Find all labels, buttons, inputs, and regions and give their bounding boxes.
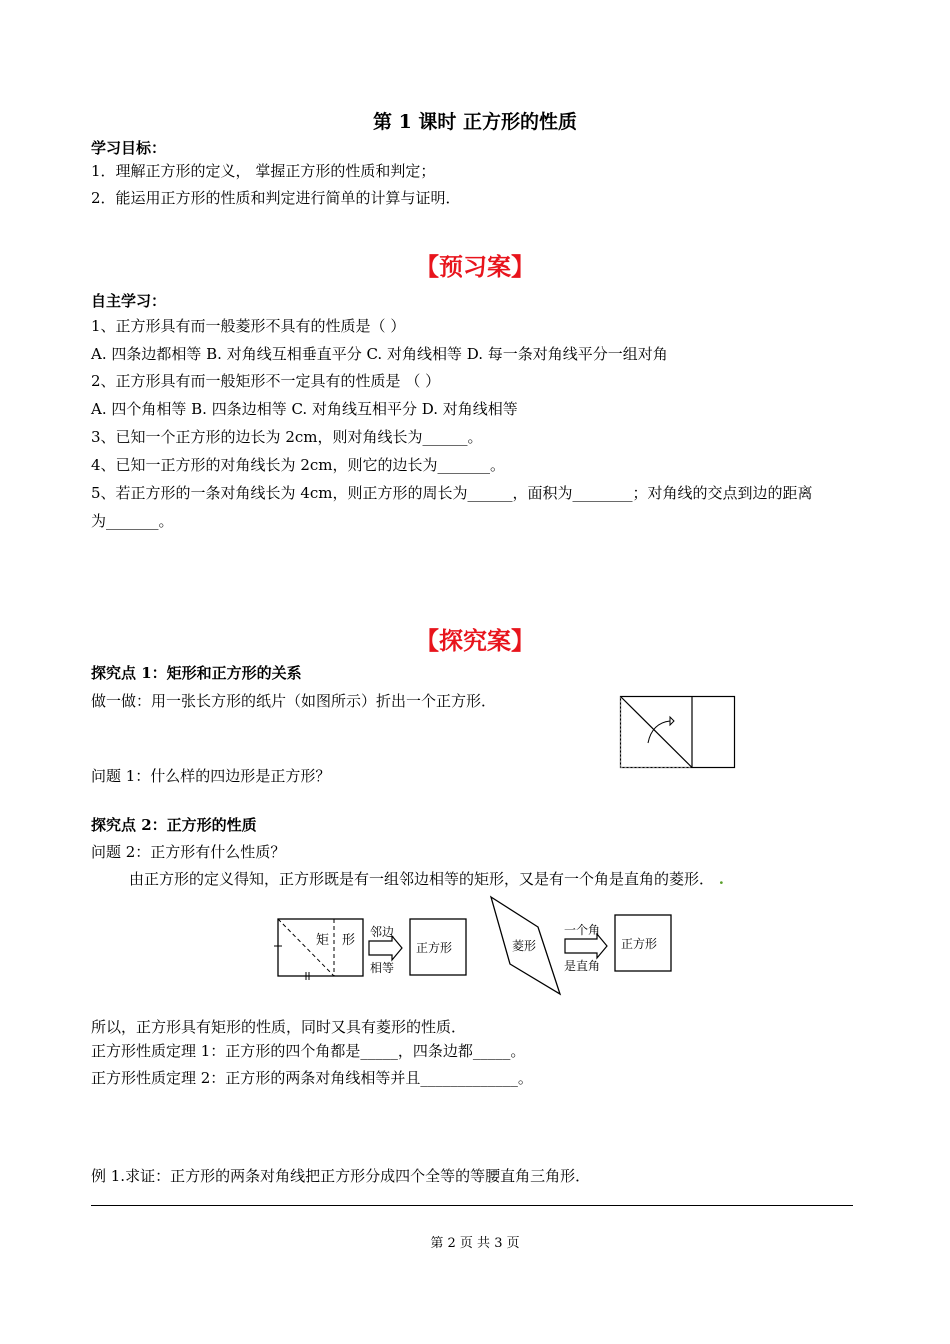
- theorem2-blank: _____________: [420, 1069, 518, 1087]
- preview-line-4: A. 四个角相等 B. 四条边相等 C. 对角线互相平分 D. 对角线相等: [91, 400, 518, 418]
- paper-outline: [621, 697, 735, 768]
- arrow2-top-label: 一个角: [564, 923, 601, 937]
- preview-line-7: 5、若正方形的一条对角线长为 4cm，则正方形的周长为______，面积为________；对角线的交点到边的距离: [91, 484, 813, 502]
- theorem1-blank-2: _____: [472, 1042, 511, 1060]
- explore-heading: 【探究案】: [415, 626, 535, 655]
- folding-paper-figure: [618, 693, 738, 771]
- rhombus-label: 菱形: [512, 939, 537, 953]
- rect-label-2: 形: [342, 933, 356, 948]
- objective-item-2: 2．能运用正方形的性质和判定进行简单的计算与证明．: [91, 189, 461, 207]
- arrow1-bottom-label: 相等: [370, 961, 395, 975]
- definition-text: 由正方形的定义得知，正方形既是有一组邻边相等的矩形，又是有一个角是直角的菱形． .: [129, 870, 725, 888]
- objectives-heading: 学习目标：: [91, 139, 167, 157]
- preview-line-1: 1、正方形具有而一般菱形不具有的性质是（ ）: [91, 317, 406, 335]
- theorem1-prefix: 正方形性质定理 1：正方形的四个角都是: [91, 1042, 361, 1060]
- explore-point-1: 探究点 1：矩形和正方形的关系: [91, 664, 302, 682]
- question-1: 问题 1：什么样的四边形是正方形？: [91, 767, 331, 785]
- preview-line-6: 4、已知一正方形的对角线长为 2cm，则它的边长为_______。: [91, 456, 505, 474]
- do-it-text: 做一做：用一张长方形的纸片（如图所示）折出一个正方形．: [91, 692, 497, 710]
- square2-label: 正方形: [621, 937, 658, 951]
- theorem-1: [91, 1041, 525, 1061]
- rect-label-1: 矩: [316, 933, 330, 948]
- square1-label: 正方形: [416, 941, 453, 955]
- arrow-right-icon: [565, 934, 607, 958]
- theorem2-prefix: 正方形性质定理 2：正方形的两条对角线相等并且: [91, 1069, 421, 1087]
- footer-divider: [91, 1205, 853, 1206]
- arrow-right-icon: [369, 936, 402, 960]
- preview-line-2: A. 四条边都相等 B. 对角线互相垂直平分 C. 对角线相等 D. 每一条对角线平分一组对角: [91, 345, 668, 363]
- fold-arrow: [648, 721, 670, 743]
- arrow1-top-label: 邻边: [370, 925, 395, 939]
- arrow2-bottom-label: 是直角: [564, 959, 601, 973]
- theorem-2: [91, 1068, 533, 1088]
- objective-item-1: 1．理解正方形的定义， 掌握正方形的性质和判定；: [91, 162, 436, 180]
- theorem1-blank-1: _____: [360, 1042, 398, 1060]
- fold-diagonal: [621, 697, 693, 768]
- theorem2-suffix: 。: [517, 1069, 533, 1087]
- page-title: 第 1 课时 正方形的性质: [372, 111, 578, 133]
- conclusion-text: 所以，正方形具有矩形的性质，同时又具有菱形的性质．: [91, 1018, 467, 1036]
- theorem1-middle: ，四条边都: [397, 1042, 473, 1060]
- page-number: 第 2 页 共 3 页: [430, 1236, 520, 1251]
- question-2: 问题 2：正方形有什么性质？: [91, 843, 286, 861]
- preview-line-5: 3、已知一个正方形的边长为 2cm，则对角线长为______。: [91, 428, 483, 446]
- definition-body: 由正方形的定义得知，正方形既是有一组邻边相等的矩形，又是有一个角是直角的菱形．: [129, 870, 715, 888]
- theorem1-suffix: 。: [510, 1042, 526, 1060]
- self-study-heading: 自主学习：: [91, 292, 167, 310]
- preview-line-3: 2、正方形具有而一般矩形不一定具有的性质是 （ ）: [91, 372, 441, 390]
- preview-line-8: 为_______。: [91, 512, 174, 530]
- explore-point-2: 探究点 2：正方形的性质: [91, 816, 257, 834]
- example-1: 例 1.求证：正方形的两条对角线把正方形分成四个全等的等腰直角三角形．: [91, 1167, 591, 1185]
- preview-heading: 【预习案】: [415, 252, 535, 281]
- relationship-diagram: [270, 892, 680, 1002]
